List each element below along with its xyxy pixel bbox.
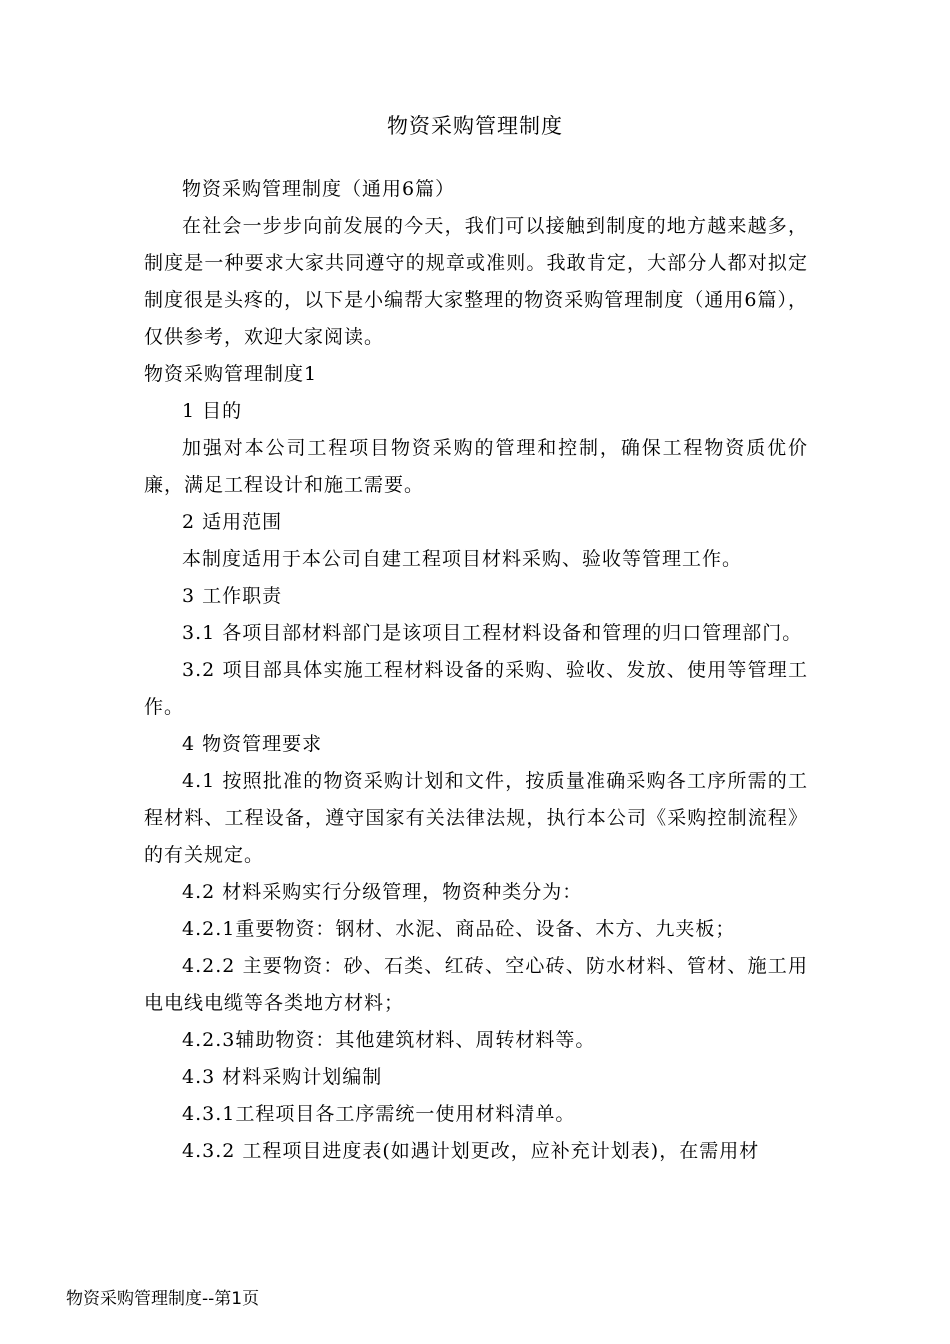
document-subtitle: 物资采购管理制度（通用6篇）	[182, 178, 456, 200]
clause-heading-purpose: 1 目的	[182, 400, 243, 422]
document-title: 物资采购管理制度	[387, 114, 563, 138]
intro-paragraph: 在社会一步步向前发展的今天，我们可以接触到制度的地方越来越多，制度是一种要求大家共同遵守的规章或准则。我敢肯定，大部分人都对拟定制度很是头疼的，以下是小编帮大家整理的物资采购管理制度（通用6篇），仅供参考，欢迎大家阅读。	[144, 215, 808, 348]
clause-text-scope: 本制度适用于本公司自建工程项目材料采购、验收等管理工作。	[182, 548, 743, 570]
clause-text-4-3-1: 4.3.1工程项目各工序需统一使用材料清单。	[182, 1103, 576, 1125]
clause-text-4-2: 4.2 材料采购实行分级管理，物资种类分为：	[182, 881, 583, 903]
clause-text-3-1: 3.1 各项目部材料部门是该项目工程材料设备和管理的归口管理部门。	[182, 622, 803, 644]
section-heading-1: 物资采购管理制度1	[144, 363, 318, 385]
clause-text-3-2: 3.2 项目部具体实施工程材料设备的采购、验收、发放、使用等管理工作。	[144, 659, 808, 718]
clause-heading-requirements: 4 物资管理要求	[182, 733, 323, 755]
page-footer: 物资采购管理制度--第1页	[66, 1289, 260, 1309]
clause-text-4-2-2: 4.2.2 主要物资：砂、石类、红砖、空心砖、防水材料、管材、施工用电电线电缆等各类地方材料；	[144, 955, 808, 1014]
clause-text-4-2-1: 4.2.1重要物资：钢材、水泥、商品砼、设备、木方、九夹板；	[182, 918, 736, 940]
clause-text-purpose: 加强对本公司工程项目物资采购的管理和控制，确保工程物资质优价廉，满足工程设计和施工需要。	[144, 437, 808, 496]
document-body	[144, 171, 808, 1170]
clause-text-4-3: 4.3 材料采购计划编制	[182, 1066, 383, 1088]
clause-heading-scope: 2 适用范围	[182, 511, 283, 533]
clause-text-4-3-2: 4.3.2 工程项目进度表(如遇计划更改，应补充计划表)，在需用材	[182, 1140, 760, 1162]
clause-heading-duties: 3 工作职责	[182, 585, 283, 607]
clause-text-4-1: 4.1 按照批准的物资采购计划和文件，按质量准确采购各工序所需的工程材料、工程设备，遵守国家有关法律法规，执行本公司《采购控制流程》的有关规定。	[144, 770, 808, 866]
clause-text-4-2-3: 4.2.3辅助物资：其他建筑材料、周转材料等。	[182, 1029, 596, 1051]
